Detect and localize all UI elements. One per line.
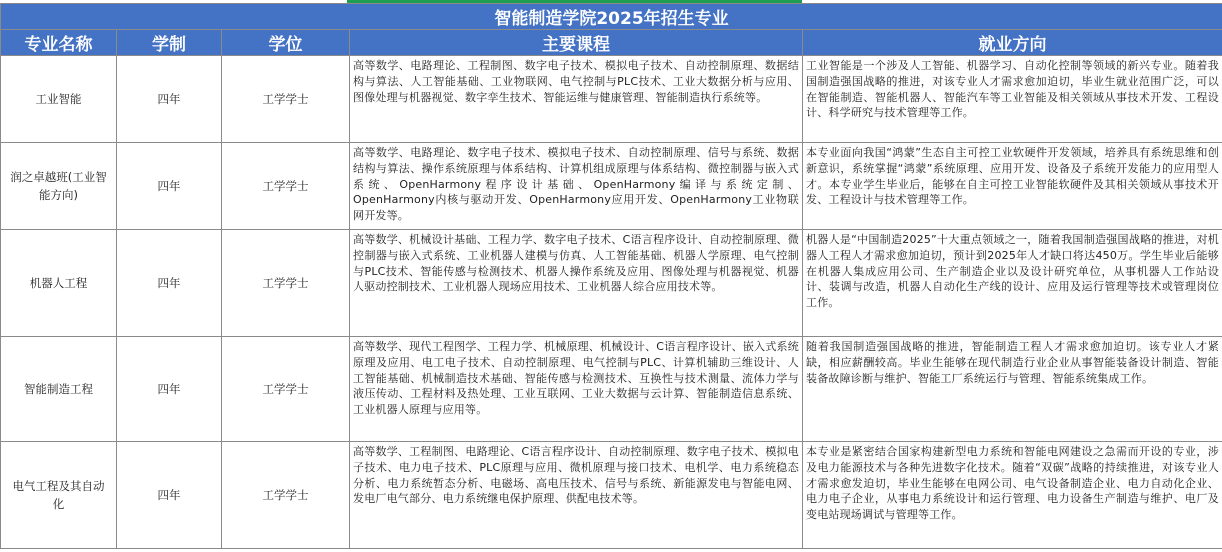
header-courses: 主要课程 [350,30,803,56]
header-career: 就业方向 [803,30,1222,56]
career-cell: 随着我国制造强国战略的推进，智能制造工程人才需求愈加迫切。该专业人才紧缺，相应薪酬较高。毕业生能够在现代制造行业企业从事智能装备设计制造、智能装备故障诊断与维护、智能工厂系统运行与管理、智能系统集成工作。 [803,337,1222,442]
years-cell: 四年 [117,337,222,442]
career-cell: 本专业面向我国“鸿蒙”生态自主可控工业软硬件开发领域，培养具有系统思维和创新意识，系统掌握“鸿蒙”系统原理、应用开发、设备及子系统开发能力的应用型人才。本专业学生毕业后，能够在自主可控工业智能软硬件及其相关领域从事技术开发、工程设计与技术管理等工作。 [803,143,1222,230]
courses-cell: 高等数学、电路理论、数字电子技术、模拟电子技术、自动控制原理、信号与系统、数据结构与算法、操作系统原理与体系结构、计算机组成原理与体系结构、微控制器与嵌入式系统、OpenHarmony程序设计基础、OpenHarmony编译与系统定制、OpenHarmony内核与驱动开发、OpenHarmony应用开发、OpenHarmony工业物联网开发等。 [350,143,803,230]
degree-cell: 工学学士 [222,56,350,143]
degree-cell: 工学学士 [222,230,350,337]
table-row [1,442,1222,549]
career-cell: 本专业是紧密结合国家构建新型电力系统和智能电网建设之急需而开设的专业，涉及电力能源技术与各种先进数字化技术。随着“双碳”战略的持续推进，对该专业人才需求愈发迫切，毕业生能够在电网公司、电气设备制造企业、电力自动化企业、电力电子企业，从事电力系统设计和运行管理、电力设备生产制造与维护、电厂及变电站现场调试与管理等工作。 [803,442,1222,549]
career-cell: 工业智能是一个涉及人工智能、机器学习、自动化控制等领域的新兴专业。随着我国制造强国战略的推进，对该专业人才需求愈加迫切，毕业生就业范围广泛，可以在智能制造、智能机器人、智能汽车等工业智能及相关领域从事技术开发、工程设计、科学研究与技术管理等工作。 [803,56,1222,143]
courses-cell: 高等数学、电路理论、工程制图、数字电子技术、模拟电子技术、自动控制原理、数据结构与算法、人工智能基础、工业物联网、电气控制与PLC技术、工业大数据分析与应用、图像处理与机器视觉、数字孪生技术、智能运维与健康管理、智能制造执行系统等。 [350,56,803,143]
majors-table [0,3,1222,549]
years-cell: 四年 [117,143,222,230]
degree-cell: 工学学士 [222,337,350,442]
career-cell: 机器人是“中国制造2025”十大重点领域之一，随着我国制造强国战略的推进，对机器人工程人才需求愈加迫切，预计到2025年人才缺口将达450万。学生毕业后能够在机器人集成应用公司、生产制造企业以及设计研究单位，从事机器人工作站设计、装调与改造，机器人自动化生产线的设计、应用及运行管理等技术或管理岗位工作。 [803,230,1222,337]
courses-cell: 高等数学、现代工程图学、工程力学、机械原理、机械设计、C语言程序设计、嵌入式系统原理及应用、电工电子技术、自动控制原理、电气控制与PLC、计算机辅助三维设计、人工智能基础、机械制造技术基础、智能传感与检测技术、互换性与技术测量、流体力学与液压传动、工程材料及热处理、工业互联网、工业大数据与云计算、智能制造信息系统、工业机器人原理与应用等。 [350,337,803,442]
major-name-cell: 电气工程及其自动化 [1,442,117,549]
table-row [1,143,1222,230]
years-cell: 四年 [117,56,222,143]
table-row [1,230,1222,337]
degree-cell: 工学学士 [222,143,350,230]
header-years: 学制 [117,30,222,56]
table-title: 智能制造学院2025年招生专业 [1,4,1222,30]
major-name-cell: 机器人工程 [1,230,117,337]
years-cell: 四年 [117,442,222,549]
header-degree: 学位 [222,30,350,56]
table-row [1,56,1222,143]
degree-cell: 工学学士 [222,442,350,549]
courses-cell: 高等数学、工程制图、电路理论、C语言程序设计、自动控制原理、数字电子技术、模拟电子技术、电力电子技术、PLC原理与应用、微机原理与接口技术、电机学、电力系统稳态分析、电力系统暂态分析、电磁场、高电压技术、信号与系统、新能源发电与智能电网、发电厂电气部分、电力系统继电保护原理、供配电技术等。 [350,442,803,549]
courses-cell: 高等数学、机械设计基础、工程力学、数字电子技术、C语言程序设计、自动控制原理、微控制器与嵌入式系统、工业机器人建模与仿真、人工智能基础、机器人学原理、电气控制与PLC技术、智能传感与检测技术、机器人操作系统及应用、图像处理与机器视觉、机器人驱动控制技术、工业机器人现场应用技术、工业机器人综合应用技术等。 [350,230,803,337]
years-cell: 四年 [117,230,222,337]
major-name-cell: 润之卓越班(工业智能方向) [1,143,117,230]
table-row [1,337,1222,442]
header-name: 专业名称 [1,30,117,56]
major-name-cell: 智能制造工程 [1,337,117,442]
major-name-cell: 工业智能 [1,56,117,143]
